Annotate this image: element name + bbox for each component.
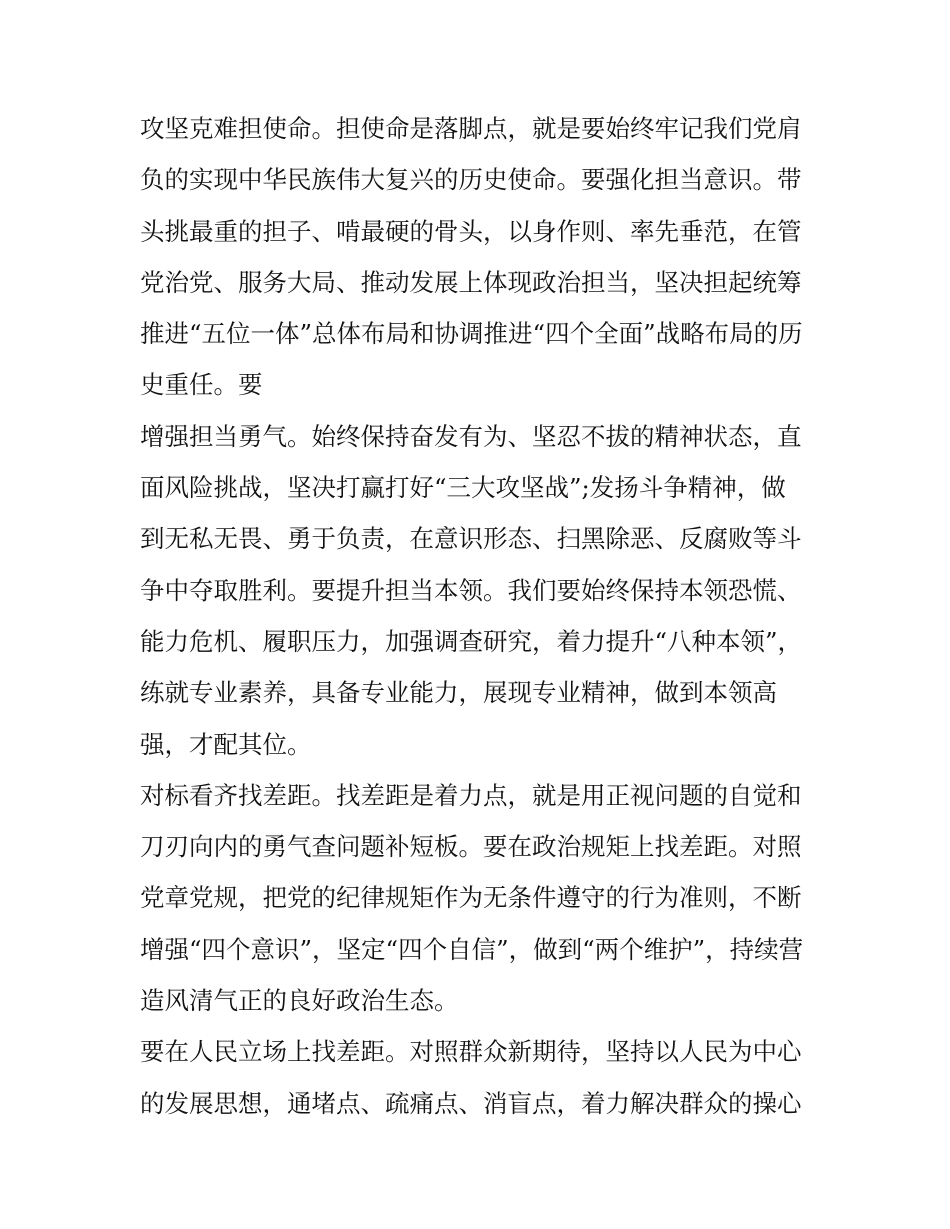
text-line: 史重任。要	[140, 370, 263, 400]
text-line: 对标看齐找差距。找差距是着力点，就是用正视问题的自觉和	[140, 780, 802, 810]
text-line: 到无私无畏、勇于负责，在意识形态、扫黑除恶、反腐败等斗	[140, 524, 802, 554]
text-line: 能力危机、履职压力，加强调查研究，着力提升“八种本领”，	[140, 626, 803, 656]
text-line: 头挑最重的担子、啃最硬的骨头，以身作则、率先垂范，在管	[140, 216, 802, 246]
text-line: 强，才配其位。	[140, 729, 312, 759]
text-line: 刀刃向内的勇气查问题补短板。要在政治规矩上找差距。对照	[140, 832, 802, 862]
text-line: 增强“四个意识”，坚定“四个自信”，做到“两个维护”，持续营	[140, 934, 804, 964]
text-line: 推进“五位一体”总体布局和协调推进“四个全面”战略布局的历	[140, 319, 803, 349]
text-line: 负的实现中华民族伟大复兴的历史使命。要强化担当意识。带	[140, 165, 802, 195]
text-line: 要在人民立场上找差距。对照群众新期待，坚持以人民为中心	[140, 1037, 802, 1067]
text-line: 攻坚克难担使命。担使命是落脚点，就是要始终牢记我们党肩	[140, 114, 802, 143]
text-line: 的发展思想，通堵点、疏痛点、消盲点，着力解决群众的操心	[140, 1088, 802, 1118]
text-line: 党章党规，把党的纪律规矩作为无条件遵守的行为准则，不断	[140, 883, 802, 913]
text-line: 练就专业素养，具备专业能力，展现专业精神，做到本领高	[140, 678, 777, 708]
text-line: 增强担当勇气。始终保持奋发有为、坚忍不拔的精神状态，直	[140, 421, 802, 451]
text-line: 党治党、服务大局、推动发展上体现政治担当，坚决担起统筹	[140, 267, 802, 297]
text-line: 面风险挑战，坚决打赢打好“三大攻坚战”;发扬斗争精神，做	[140, 473, 786, 503]
text-line: 争中夺取胜利。要提升担当本领。我们要始终保持本领恐慌、	[140, 575, 802, 605]
document-body	[140, 103, 820, 1129]
text-line: 造风清气正的良好政治生态。	[140, 986, 459, 1016]
